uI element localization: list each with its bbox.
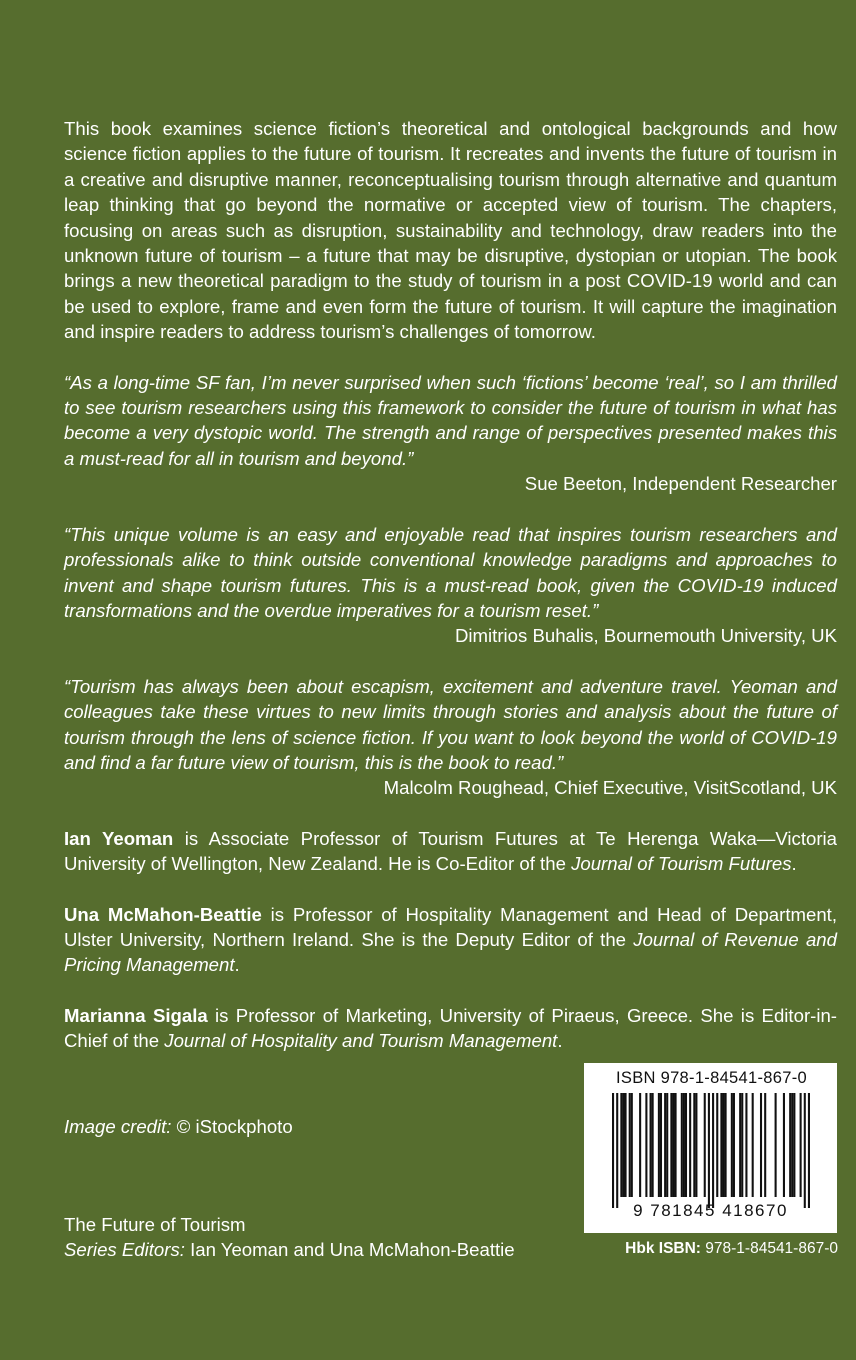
barcode-bar xyxy=(722,1093,724,1197)
barcode-bar xyxy=(793,1093,795,1197)
series-title: The Future of Tourism xyxy=(64,1214,246,1235)
barcode-bar xyxy=(791,1093,793,1197)
series-editors-label: Series Editors: xyxy=(64,1239,185,1260)
author-bio-3 xyxy=(64,1003,837,1054)
barcode-bar xyxy=(622,1093,624,1197)
barcode-bar xyxy=(650,1093,652,1197)
barcode-bar xyxy=(708,1093,710,1208)
barcode-bar xyxy=(672,1093,674,1197)
endorsement-quote-3: “Tourism has always been about escapism, excitement and adventure travel. Yeoman and colleagues take these virtues to new limits through stories and analysis about the future of tourism through the lens of science fiction. If you want to look beyond the world of COVID-19 and find a far future view of tourism, this is the book to read.” xyxy=(64,675,837,773)
barcode-bar xyxy=(693,1093,695,1197)
barcode-bar xyxy=(675,1093,677,1197)
image-credit xyxy=(64,1114,293,1139)
barcode-bar xyxy=(639,1093,641,1197)
endorsement-attribution-2: Dimitrios Buhalis, Bournemouth University, UK xyxy=(455,625,837,647)
author-name: Marianna Sigala xyxy=(64,1004,208,1026)
series-editors xyxy=(64,1237,515,1262)
barcode-bar xyxy=(631,1093,633,1197)
book-description: This book examines science fiction’s theoretical and ontological backgrounds and how science fiction applies to the future of tourism. It recreates and invents the future of tourism in a creative and disruptive manner, reconceptualising tourism through alternative and quantum leap thinking that go beyond the normative or accepted view of tourism. The chapters, focusing on areas such as disruption, sustainability and technology, draw readers into the unknown future of tourism – a future that may be disruptive, dystopian or utopian. The book brings a new theoretical paradigm to the study of tourism in a post COVID-19 world and can be used to explore, frame and even form the future of tourism. It will capture the imagination and inspire readers to address tourism’s challenges of tomorrow. xyxy=(64,118,837,343)
bio-end: . xyxy=(557,1030,563,1052)
barcode-bar xyxy=(716,1093,718,1197)
barcode-bar xyxy=(629,1093,631,1197)
endorsement-quote-2: “This unique volume is an easy and enjoyable read that inspires tourism researchers and professionals alike to think outside conventional knowledge paradigms and approaches to invent and shape tourism futures. This is a must-read book, given the COVID-19 induced transformations and the overdue imperatives for a tourism reset.” xyxy=(64,523,837,621)
barcode-bar xyxy=(620,1093,622,1197)
author-bio-1 xyxy=(64,826,837,877)
barcode-bar xyxy=(739,1093,741,1197)
barcode-bar xyxy=(783,1093,785,1197)
barcode-bar xyxy=(666,1093,668,1197)
barcode-bar xyxy=(685,1093,687,1197)
author-name: Una McMahon-Beattie xyxy=(64,903,262,925)
series-info xyxy=(64,1212,515,1262)
barcode-bar xyxy=(789,1093,791,1197)
barcode-bar xyxy=(741,1093,743,1197)
barcode-digits: 9 781845 418670 xyxy=(633,1201,788,1220)
hardback-isbn-value: 978-1-84541-867-0 xyxy=(700,1240,838,1257)
journal-title: Journal of Hospitality and Tourism Management xyxy=(164,1030,558,1052)
hardback-isbn-label: Hbk ISBN: xyxy=(625,1240,701,1257)
barcode-bar xyxy=(689,1093,691,1197)
bio-text: is Professor of Marketing, University of Piraeus, Greece. She is Editor-in-Chief of the xyxy=(64,1004,837,1052)
barcode-bar xyxy=(670,1093,672,1197)
barcode-panel xyxy=(584,1063,837,1233)
barcode-bar xyxy=(612,1093,614,1208)
barcode-bar xyxy=(616,1093,618,1208)
barcode-bar xyxy=(681,1093,683,1197)
barcode-bar xyxy=(645,1093,647,1197)
barcode-bar xyxy=(712,1093,714,1208)
barcode-bar xyxy=(695,1093,697,1197)
barcode-bar xyxy=(664,1093,666,1197)
barcode-bar xyxy=(720,1093,722,1197)
series-editors-names: Ian Yeoman and Una McMahon-Beattie xyxy=(184,1239,515,1260)
barcode-bar xyxy=(660,1093,662,1197)
endorsement-quote-1: “As a long-time SF fan, I’m never surprised when such ‘fictions’ become ‘real’, so I am thrilled to see tourism researchers using this framework to consider the future of tourism in what has become a very dystopic world. The strength and range of perspectives presented makes this a must-read for all in tourism and beyond.” xyxy=(64,371,837,469)
barcode-bar xyxy=(731,1093,733,1197)
barcode-bars xyxy=(612,1093,810,1208)
barcode-bar xyxy=(652,1093,654,1197)
journal-title: Journal of Tourism Futures xyxy=(571,853,792,875)
barcode-bar xyxy=(808,1093,810,1208)
barcode-bar xyxy=(745,1093,747,1197)
journal-title: Journal of Revenue and Pricing Management xyxy=(64,928,837,976)
barcode-bar xyxy=(704,1093,706,1197)
bio-text: is Associate Professor of Tourism Futures at Te Herenga Waka—Victoria University of Wellington, New Zealand. He is Co-Editor of the xyxy=(64,827,837,875)
barcode-bar xyxy=(725,1093,727,1197)
barcode-bar xyxy=(658,1093,660,1197)
barcode-bar xyxy=(752,1093,754,1197)
bio-end: . xyxy=(791,853,797,875)
barcode-isbn-label: ISBN 978-1-84541-867-0 xyxy=(616,1069,807,1087)
barcode-bar xyxy=(733,1093,735,1197)
image-credit-value: © iStockphoto xyxy=(171,1116,293,1137)
barcode-bar xyxy=(760,1093,762,1197)
hardback-isbn xyxy=(625,1240,838,1258)
endorsement-attribution-3: Malcolm Roughead, Chief Executive, VisitScotland, UK xyxy=(383,777,837,799)
barcode-bar xyxy=(683,1093,685,1197)
barcode-bar xyxy=(804,1093,806,1208)
image-credit-label: Image credit: xyxy=(64,1116,172,1137)
bio-end: . xyxy=(234,954,240,976)
barcode-bar xyxy=(764,1093,766,1197)
barcode-bar xyxy=(800,1093,802,1197)
back-cover-text xyxy=(64,116,837,1054)
author-name: Ian Yeoman xyxy=(64,827,174,849)
bio-text: is Professor of Hospitality Management and Head of Department, Ulster University, Northern Ireland. She is the Deputy Editor of the xyxy=(64,903,837,950)
barcode-bar xyxy=(625,1093,627,1197)
barcode-bar xyxy=(775,1093,777,1197)
author-bio-2 xyxy=(64,902,837,978)
endorsement-attribution-1: Sue Beeton, Independent Researcher xyxy=(524,473,837,495)
